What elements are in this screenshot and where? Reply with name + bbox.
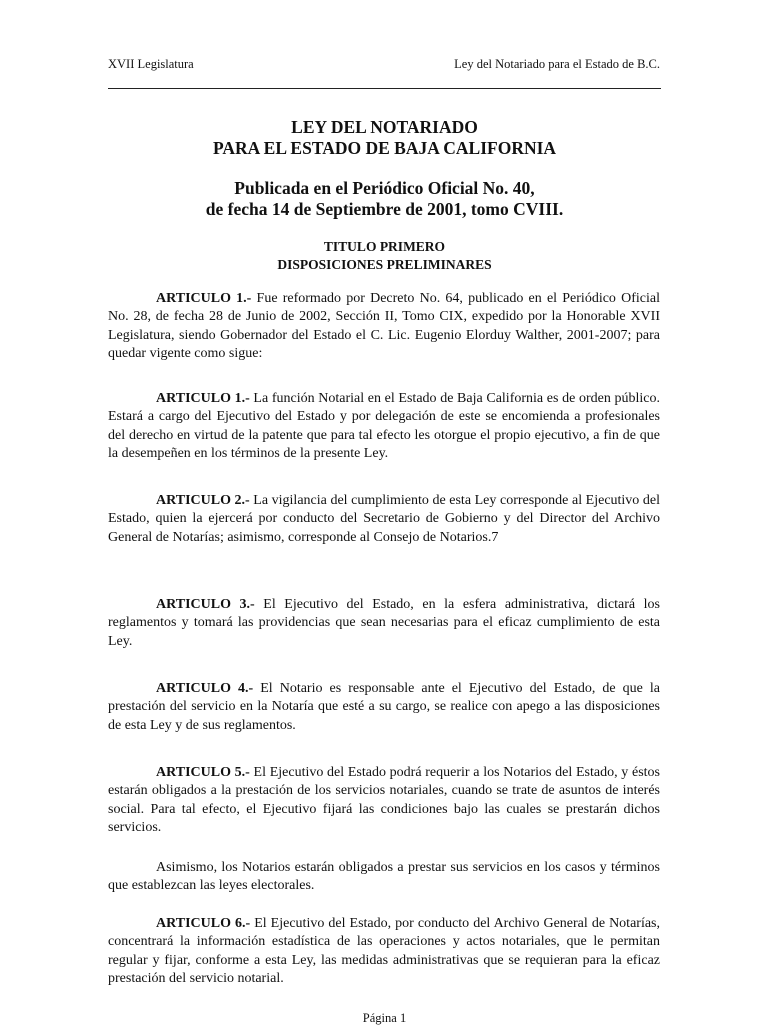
article-text: El Ejecutivo del Estado, en la esfera administrativa, dictará los reglamentos y tomará las providencias que sean necesarias para el eficaz cumplimiento de esta Ley. — [108, 597, 660, 649]
article-paragraph-4 — [108, 680, 660, 735]
header-right-text: Ley del Notariado para el Estado de B.C. — [454, 57, 660, 71]
article-text: El Notario es responsable ante el Ejecutivo del Estado, de que la prestación del servicio en la Notaría que esté a su cargo, se realice con apego a las disposiciones de esta Ley y de sus reglamentos. — [108, 681, 660, 733]
article-label: ARTICULO 1.- — [156, 391, 250, 406]
header-left-text: XVII Legislatura — [108, 57, 194, 71]
section-heading — [108, 238, 661, 274]
article-label: ARTICULO 4.- — [156, 681, 254, 696]
article-paragraph-6 — [108, 915, 660, 988]
page-header — [108, 57, 660, 72]
article-paragraph-5-continued — [108, 859, 660, 896]
article-label: ARTICULO 6.- — [156, 916, 251, 931]
article-paragraph-1 — [108, 390, 660, 463]
article-text: Fue reformado por Decreto No. 64, publicado en el Periódico Oficial No. 28, de fecha 28 de Junio de 2002, Sección II, Tomo CIX, expedido por la Honorable XVII Legislatura, siendo Gobernador del Estado el C. Lic. Eugenio Elorduy Walther, 2001-2007; para quedar vigente como sigue: — [108, 291, 660, 361]
law-title-line-2: PARA EL ESTADO DE BAJA CALIFORNIA — [212, 138, 557, 158]
article-text: La vigilancia del cumplimiento de esta Ley corresponde al Ejecutivo del Estado, quien la ejercerá por conducto del Secretario de Gobierno y del Director del Archivo General de Notarías; asimismo, corresponde al Consejo de Notarios.7 — [108, 493, 660, 545]
publication-line-1: Publicada en el Periódico Oficial No. 40, — [234, 178, 535, 198]
article-paragraph-5 — [108, 764, 660, 837]
section-heading-line-2: DISPOSICIONES PRELIMINARES — [277, 257, 492, 272]
publication-line-2: de fecha 14 de Septiembre de 2001, tomo CVIII. — [205, 199, 564, 219]
article-paragraph-3 — [108, 596, 660, 651]
article-text: El Ejecutivo del Estado podrá requerir a los Notarios del Estado, y éstos estarán obligados a la prestación de los servicios notariales, cuando se trate de asuntos de interés social. Para tal efecto, el Ejecutivo fijará las condiciones bajo las cuales se prestarán dichos servicios. — [108, 765, 661, 835]
publication-info — [108, 178, 661, 220]
law-title-line-1: LEY DEL NOTARIADO — [291, 117, 478, 137]
article-text: El Ejecutivo del Estado, por conducto del Archivo General de Notarías, concentrará la información estadística de las operaciones y actos notariales, que le permitan regular y fijar, conforme a esta Ley, las medidas administrativas que se requieran para la eficaz prestación del servicio notarial. — [108, 916, 661, 986]
article-label: ARTICULO 3.- — [156, 597, 255, 612]
article-paragraph-reform-note — [108, 290, 660, 363]
article-label: ARTICULO 1.- — [156, 291, 252, 306]
article-text: La función Notarial en el Estado de Baja California es de orden público. Estará a cargo del Ejecutivo del Estado y por delegación de este se encomienda a profesionales del derecho en virtud de la patente que para tal efecto les otorgue el propio ejecutivo, a fin de que la desempeñen en los términos de la presente Ley. — [108, 391, 660, 461]
article-text: Asimismo, los Notarios estarán obligados a prestar sus servicios en los casos y términos que establezcan las leyes electorales. — [108, 860, 660, 894]
article-paragraph-2 — [108, 492, 660, 547]
section-heading-line-1: TITULO PRIMERO — [323, 239, 446, 254]
header-divider — [108, 88, 661, 89]
law-title — [108, 117, 661, 159]
page-number: Página 1 — [362, 1011, 407, 1025]
article-label: ARTICULO 5.- — [156, 765, 250, 780]
article-label: ARTICULO 2.- — [156, 493, 250, 508]
